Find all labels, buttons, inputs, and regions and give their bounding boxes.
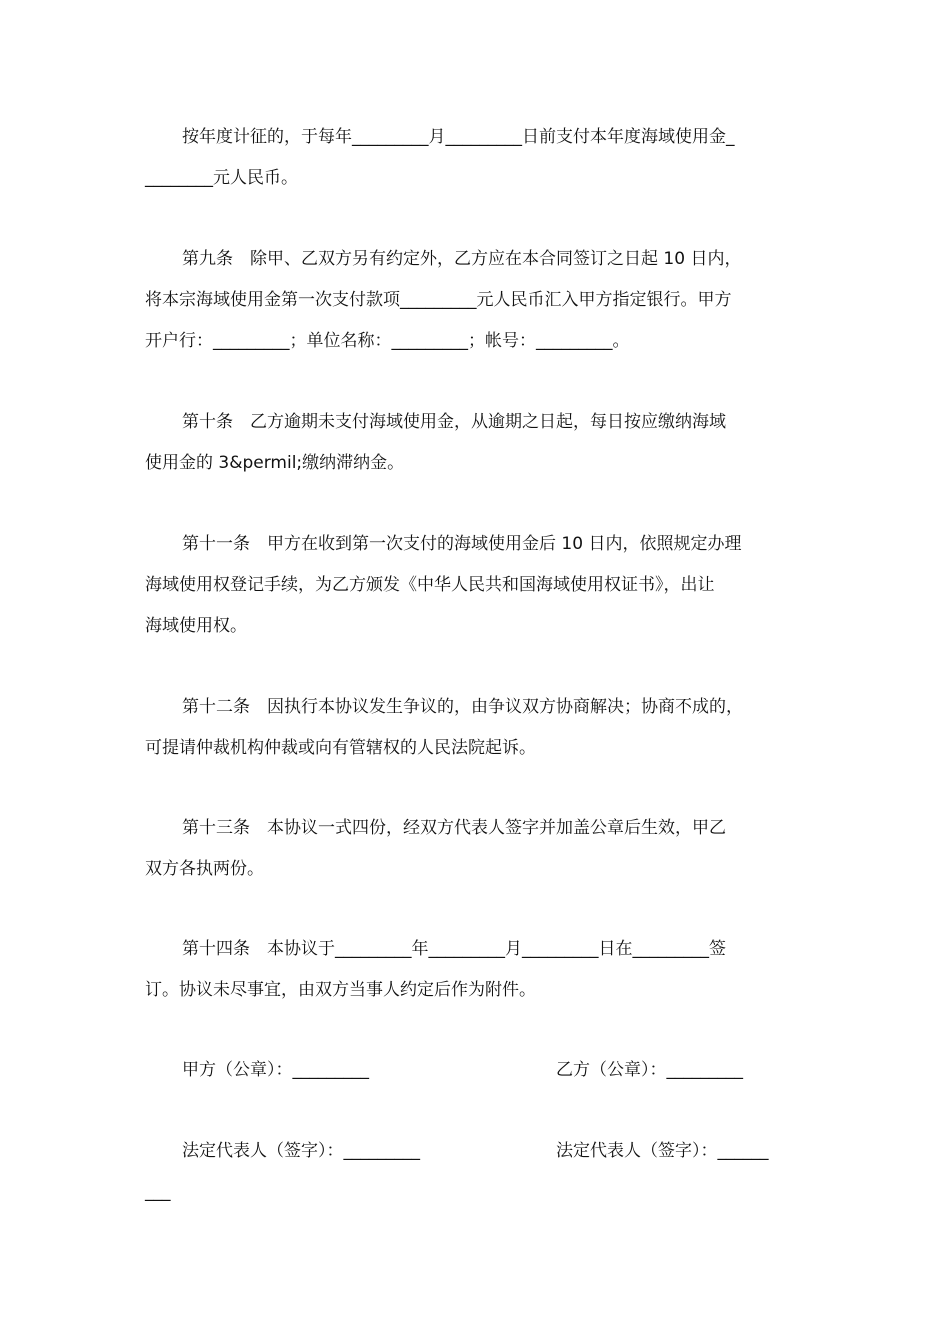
text-line: 可提请仲裁机构仲裁或向有管辖权的人民法院起诉。 xyxy=(145,738,536,758)
text-line: 第十条 乙方逾期未支付海域使用金，从逾期之日起，每日按应缴纳海域 xyxy=(182,412,726,432)
text-line: 使用金的 3&permil;缴纳滞纳金。 xyxy=(145,453,405,473)
text-line: 第十二条 因执行本协议发生争议的，由争议双方协商解决；协商不成的， xyxy=(182,697,743,717)
text-line: 海域使用权。 xyxy=(145,616,247,636)
article-9 xyxy=(145,239,807,362)
payment-paragraph xyxy=(145,117,807,199)
text-line: 按年度计征的，于每年_________月_________日前支付本年度海域使用金_ xyxy=(182,127,735,147)
party-a-representative: 法定代表人（签字）：_________ xyxy=(182,1141,420,1161)
party-b-representative-continued: ___ xyxy=(145,1182,171,1202)
text-line: 第九条 除甲、乙双方另有约定外，乙方应在本合同签订之日起 10 日内， xyxy=(182,249,742,269)
article-12 xyxy=(145,687,807,769)
text-line: 开户行：_________；单位名称：_________；帐号：_________。 xyxy=(145,331,630,351)
article-13 xyxy=(145,808,807,890)
party-b-representative: 法定代表人（签字）：______ xyxy=(556,1141,769,1161)
text-line: 订。协议未尽事宜，由双方当事人约定后作为附件。 xyxy=(145,980,536,1000)
text-line: 第十三条 本协议一式四份，经双方代表人签字并加盖公章后生效，甲乙 xyxy=(182,818,726,838)
text-line: 第十一条 甲方在收到第一次支付的海域使用金后 10 日内，依照规定办理 xyxy=(182,534,742,554)
article-14 xyxy=(145,929,807,1011)
article-11 xyxy=(145,524,807,647)
party-b-seal: 乙方（公章）：_________ xyxy=(556,1060,743,1080)
text-line: 海域使用权登记手续，为乙方颁发《中华人民共和国海域使用权证书》，出让 xyxy=(145,575,715,595)
text-line: ________元人民币。 xyxy=(145,168,298,188)
text-line: 双方各执两份。 xyxy=(145,859,264,879)
text-line: 将本宗海域使用金第一次支付款项_________元人民币汇入甲方指定银行。甲方 xyxy=(145,290,732,310)
party-a-seal: 甲方（公章）：_________ xyxy=(182,1060,369,1080)
article-10 xyxy=(145,402,807,484)
text-line: 第十四条 本协议于_________年_________月_________日在_________签 xyxy=(182,939,726,959)
